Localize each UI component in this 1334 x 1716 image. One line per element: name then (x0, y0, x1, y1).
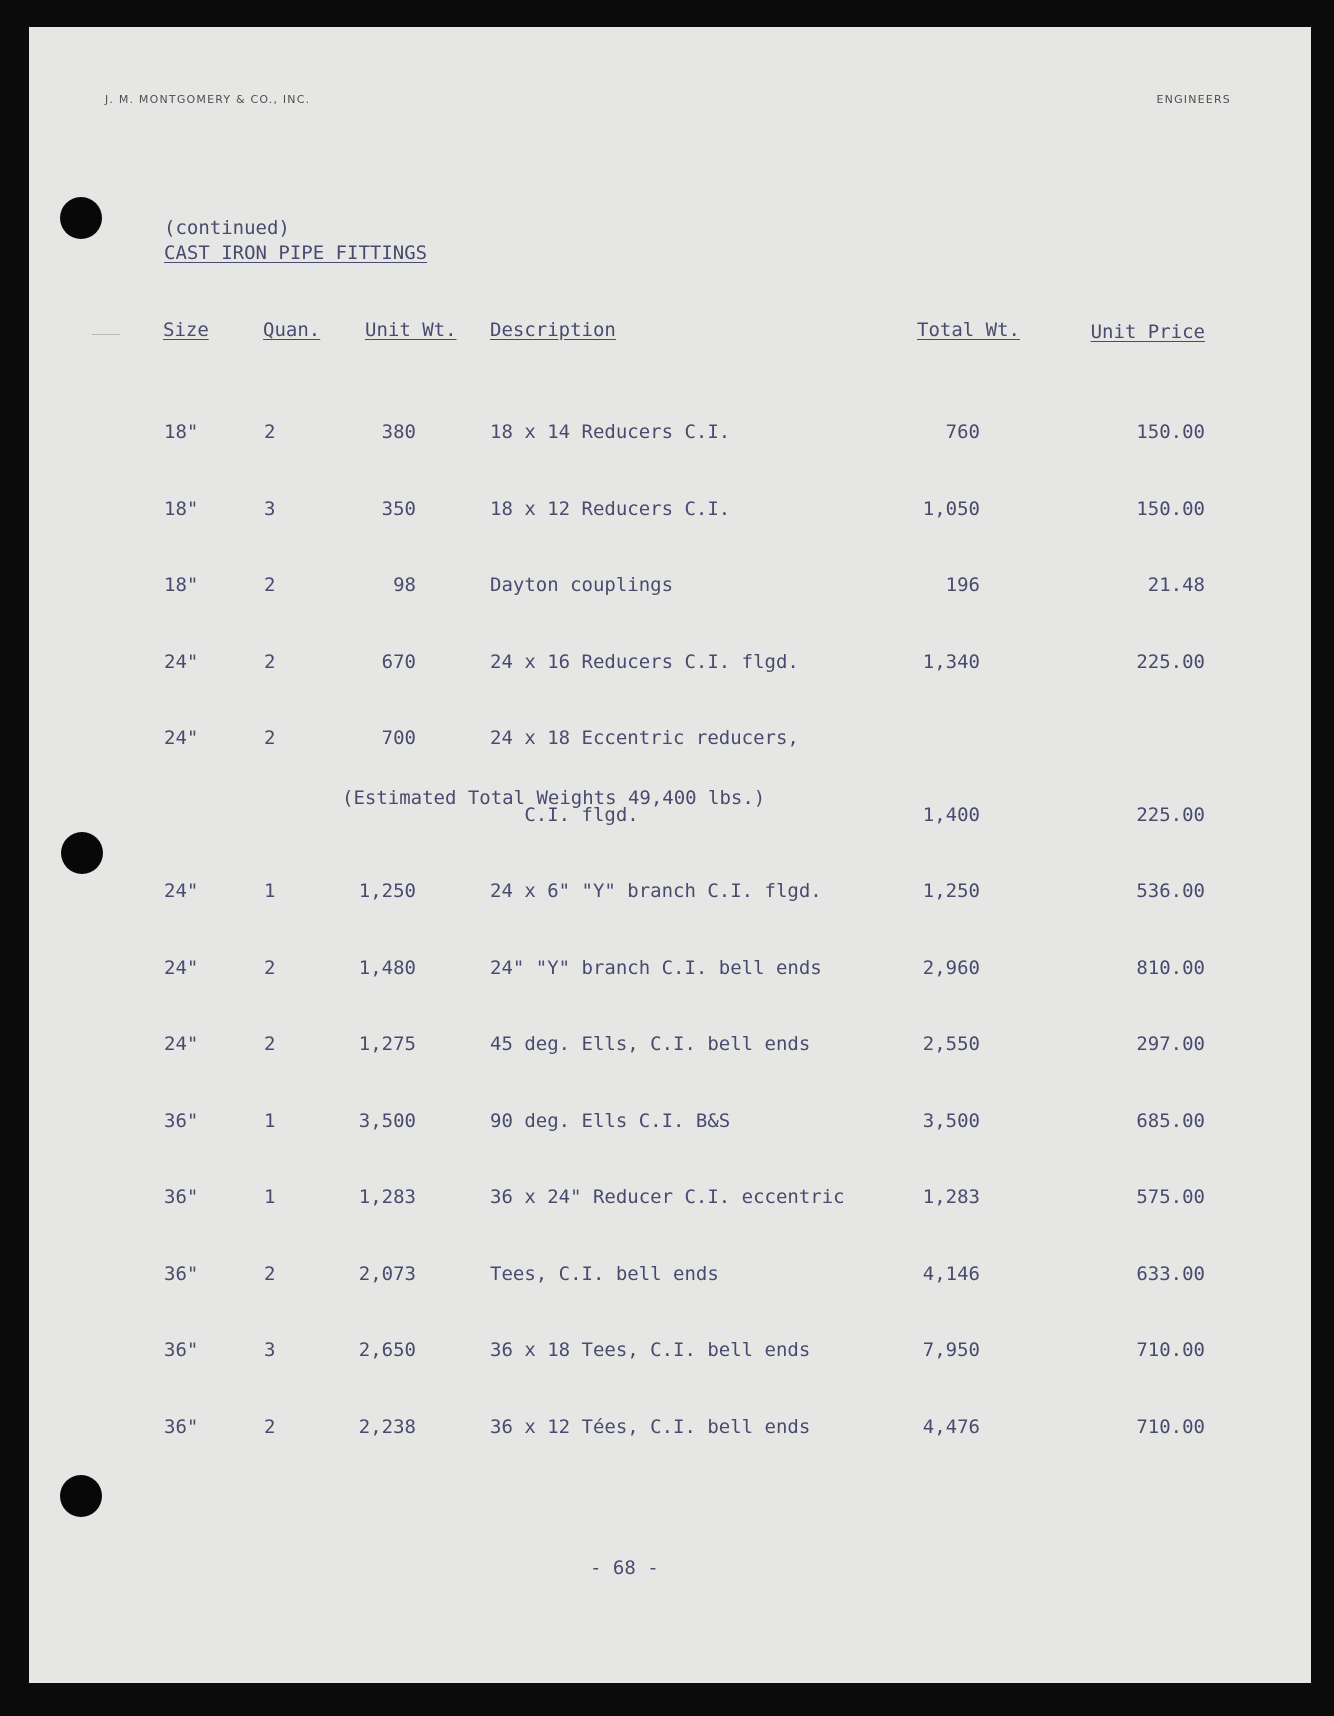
description-column (490, 369, 845, 1466)
binder-hole (61, 832, 103, 874)
table-cell: 2,650 (358, 1339, 416, 1361)
table-cell: 36" (164, 1415, 199, 1438)
table-cell: 1,400 (922, 803, 980, 826)
table-cell: 297.00 (1136, 1033, 1205, 1055)
table-cell: 18" (164, 497, 199, 520)
table-cell: 2 (264, 574, 276, 596)
table-cell: 2 (264, 650, 276, 673)
table-cell: 685.00 (1136, 1109, 1205, 1132)
table-cell: 98 (393, 574, 416, 596)
table-cell: 24" (164, 880, 199, 902)
table-cell: 24" (164, 956, 199, 979)
page-number: - 68 - (590, 1557, 659, 1579)
letterhead-department: ENGINEERS (1156, 93, 1231, 106)
table-cell: 24 x 16 Reducers C.I. flgd. (490, 650, 799, 673)
table-cell: 24" (164, 1033, 199, 1055)
table-cell: 1 (264, 1109, 276, 1132)
table-cell: 150.00 (1136, 421, 1205, 443)
table-cell: 24 x 18 Eccentric reducers, (490, 727, 799, 749)
table-cell: 1,340 (922, 650, 980, 673)
table-cell: 3,500 (922, 1109, 980, 1132)
table-cell: 3,500 (358, 1109, 416, 1132)
table-cell: 36" (164, 1186, 199, 1208)
table-cell: 18 x 12 Reducers C.I. (490, 497, 731, 520)
table-cell: 36 x 18 Tees, C.I. bell ends (490, 1339, 811, 1361)
table-cell: 2,960 (922, 956, 980, 979)
estimate-note: (Estimated Total Weights 49,400 lbs.) (342, 787, 766, 809)
column-header-size: Size (163, 319, 209, 341)
table-cell: 36 x 12 Tées, C.I. bell ends (490, 1415, 811, 1438)
table-cell: 1,283 (358, 1186, 416, 1208)
table-cell: 18" (164, 574, 199, 596)
table-cell: 633.00 (1136, 1262, 1205, 1285)
unit-price-column (1060, 369, 1205, 1466)
table-cell: 1,283 (922, 1186, 980, 1208)
table-cell: 45 deg. Ells, C.I. bell ends (490, 1033, 811, 1055)
size-column (164, 369, 198, 1466)
table-cell: 2,550 (922, 1033, 980, 1055)
table-cell: 225.00 (1136, 650, 1205, 673)
quan-column (264, 369, 287, 1466)
table-cell: 1,250 (358, 880, 416, 902)
table-cell: 380 (381, 421, 416, 443)
column-header-unit-wt: Unit Wt. (365, 319, 457, 341)
table-cell: 575.00 (1136, 1186, 1205, 1208)
table-cell: 21.48 (1147, 574, 1205, 596)
table-cell: 2 (264, 956, 276, 979)
table-cell: 536.00 (1136, 880, 1205, 902)
table-cell: 2,073 (358, 1262, 416, 1285)
table-cell: 1,250 (922, 880, 980, 902)
column-header-description: Description (490, 319, 616, 341)
table-cell: 36" (164, 1109, 199, 1132)
continued-label: (continued) (164, 217, 290, 239)
section-title: CAST IRON PIPE FITTINGS (164, 242, 428, 264)
table-cell: 710.00 (1136, 1339, 1205, 1361)
margin-mark (92, 334, 120, 335)
table-cell: 3 (264, 1339, 276, 1361)
column-header-quan: Quan. (263, 319, 321, 341)
column-header-unit-price: Unit Price (1090, 321, 1205, 343)
table-cell: 36" (164, 1339, 199, 1361)
table-cell: 2,238 (358, 1415, 416, 1438)
table-cell: 18" (164, 421, 199, 443)
table-cell: 24" (164, 650, 199, 673)
table-cell: 90 deg. Ells C.I. B&S (490, 1109, 731, 1132)
table-cell: 150.00 (1136, 497, 1205, 520)
table-cell: 710.00 (1136, 1415, 1205, 1438)
binder-hole (60, 1475, 102, 1517)
table-cell: 2 (264, 1415, 276, 1438)
table-cell: Tees, C.I. bell ends (490, 1262, 719, 1285)
table-cell: 36" (164, 1262, 199, 1285)
unit-wt-column (330, 369, 416, 1466)
table-cell: 1,480 (358, 956, 416, 979)
table-cell: 2 (264, 421, 276, 443)
table-cell: 24 x 6" "Y" branch C.I. flgd. (490, 880, 822, 902)
letterhead-company: J. M. MONTGOMERY & CO., INC. (105, 93, 311, 106)
table-cell: 36 x 24" Reducer C.I. eccentric (490, 1186, 845, 1208)
table-cell: 18 x 14 Reducers C.I. (490, 421, 731, 443)
table-cell: 2 (264, 727, 276, 749)
table-cell: 1,050 (922, 497, 980, 520)
table-cell: 3 (264, 497, 276, 520)
table-cell: 196 (945, 574, 980, 596)
table-cell: C.I. flgd. (490, 803, 639, 826)
table-cell: 24" (164, 727, 199, 749)
table-cell: 1 (264, 880, 276, 902)
total-wt-column (880, 369, 980, 1466)
table-cell: 225.00 (1136, 803, 1205, 826)
table-cell: 7,950 (922, 1339, 980, 1361)
binder-hole (60, 197, 102, 239)
table-cell: 670 (381, 650, 416, 673)
table-cell: 4,146 (922, 1262, 980, 1285)
table-cell: Dayton couplings (490, 574, 674, 596)
table-cell: 24" "Y" branch C.I. bell ends (490, 956, 822, 979)
table-cell: 350 (381, 497, 416, 520)
table-cell: 4,476 (922, 1415, 980, 1438)
table-cell: 810.00 (1136, 956, 1205, 979)
table-cell: 2 (264, 1033, 276, 1055)
table-cell: 760 (945, 421, 980, 443)
table-cell: 1,275 (358, 1033, 416, 1055)
table-cell: 2 (264, 1262, 276, 1285)
table-cell: 1 (264, 1186, 276, 1208)
column-header-total-wt: Total Wt. (917, 319, 1020, 341)
table-cell: 700 (381, 727, 416, 749)
